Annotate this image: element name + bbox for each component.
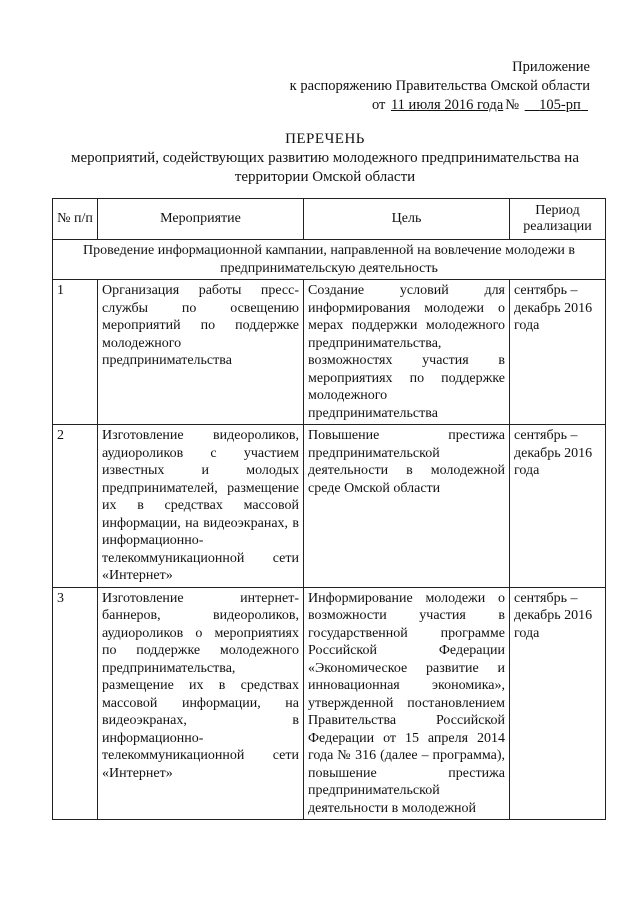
header-num: № п/п [53, 199, 98, 240]
approval-line-appendix: Приложение [512, 59, 590, 75]
row-num: 2 [53, 425, 98, 588]
section-title: Проведение информационной кампании, направленной на вовлечение молодежи в предпринимательскую деятельность [53, 240, 606, 280]
approval-from-prefix: от [371, 97, 386, 113]
table-header-row [53, 199, 606, 240]
row-goal: Создание условий для информирования молодежи о мерах поддержки молодежного предпринимательства, возможностях участия в мероприятиях по поддержке молодежного предпринимательства [304, 280, 510, 425]
title-subtitle: мероприятий, содействующих развитию молодежного предпринимательства на территории Омской области [71, 150, 579, 185]
approval-line-date [290, 96, 590, 115]
events-table [52, 198, 606, 820]
approval-block [290, 58, 590, 115]
row-goal: Повышение престижа предпринимательской деятельности в молодежной среде Омской области [304, 425, 510, 588]
table-row [53, 587, 606, 820]
row-goal: Информирование молодежи о возможности участия в государственной программе Российской Федерации «Экономическое развитие и инновационная экономика», утвержденной постановлением Правительства Российской Федерации от 15 апреля 2014 года № 316 (далее – программа), повышение престижа предпринимательской деятельности в молодежной [304, 587, 510, 820]
approval-number: 105-рп [539, 97, 581, 113]
approval-number-sign: № [505, 97, 520, 113]
row-event: Изготовление интернет-баннеров, видеороликов, аудиороликов о мероприятиях по поддержке молодежного предпринимательства, размещение их в средствах массовой информации, на видеоэкранах, в информационно-телекоммуникационной сети «Интернет» [98, 587, 304, 820]
row-period: сентябрь – декабрь 2016 года [510, 425, 606, 588]
row-period: сентябрь – декабрь 2016 года [510, 280, 606, 425]
row-event: Организация работы пресс-службы по освещению мероприятий по поддержке молодежного предпринимательства [98, 280, 304, 425]
table-row [53, 280, 606, 425]
header-goal: Цель [304, 199, 510, 240]
header-period: Период реализации [510, 199, 606, 240]
row-period: сентябрь – декабрь 2016 года [510, 587, 606, 820]
table-row [53, 425, 606, 588]
row-event: Изготовление видеороликов, аудиороликов с участием известных и молодых предпринимателей, размещение их в средствах массовой информации, на видеоэкранах, в информационно-телекоммуникационной сети «Интернет» [98, 425, 304, 588]
document-title [40, 130, 610, 187]
approval-line-order: к распоряжению Правительства Омской области [289, 78, 590, 94]
title-heading: ПЕРЕЧЕНЬ [285, 131, 365, 147]
section-row [53, 240, 606, 280]
header-event: Мероприятие [98, 199, 304, 240]
row-num: 3 [53, 587, 98, 820]
approval-date: 11 июля 2016 года [390, 97, 504, 113]
row-num: 1 [53, 280, 98, 425]
